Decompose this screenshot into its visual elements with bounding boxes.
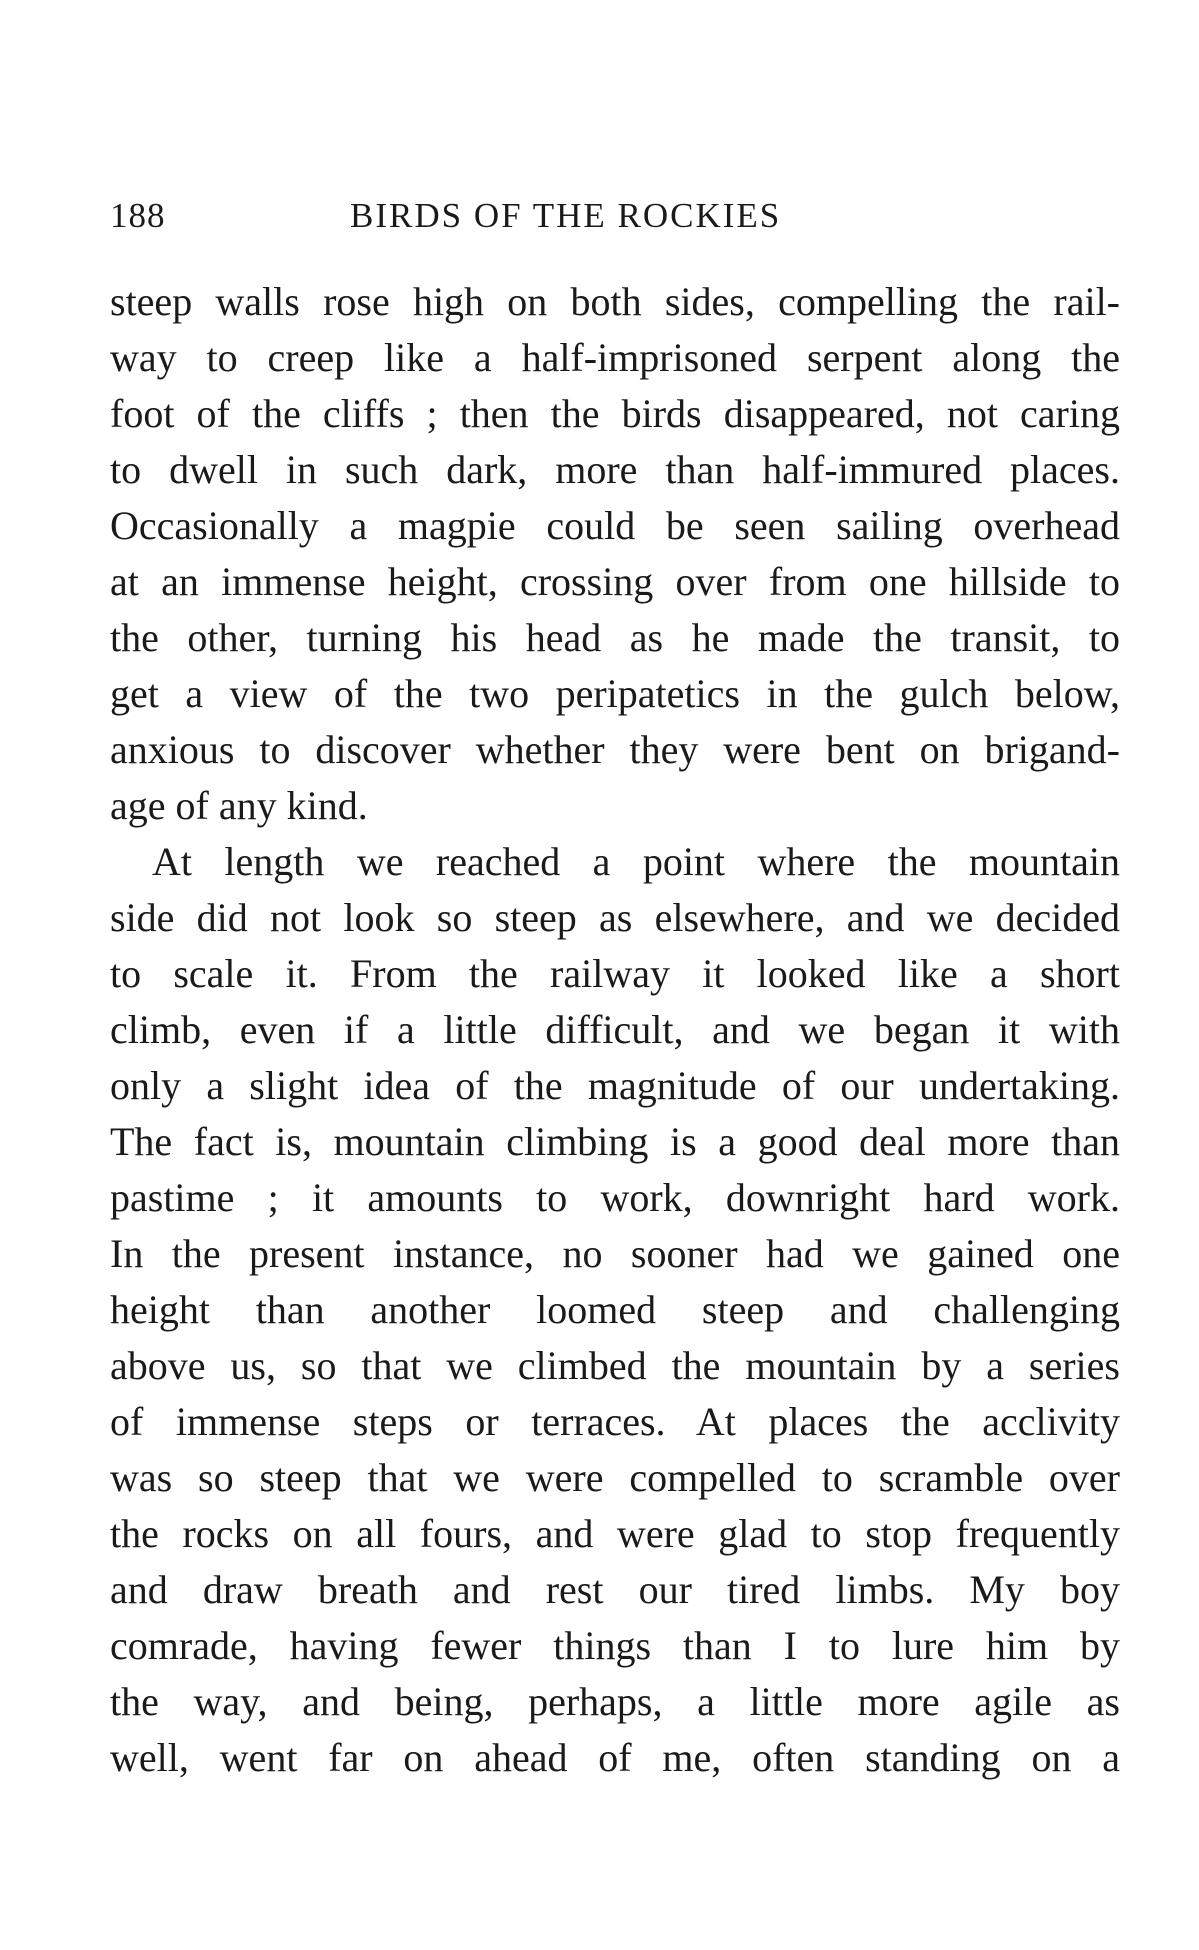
text-line: Occasionally a magpie could be seen sailing overhead [110,503,1120,548]
running-title: BIRDS OF THE ROCKIES [350,196,782,235]
paragraph-end-line: age of any kind. [110,783,368,828]
text-line: at an immense height, crossing over from one hillside to [110,559,1120,604]
text-line: foot of the cliffs ; then the birds disappeared, not caring [110,391,1120,436]
text-line: height than another loomed steep and challenging [110,1287,1120,1332]
page-number: 188 [110,196,166,235]
text-line: and draw breath and rest our tired limbs. My boy [110,1567,1120,1612]
text-line: well, went far on ahead of me, often standing on a [110,1735,1120,1780]
text-line: was so steep that we were compelled to scramble over [110,1455,1120,1500]
text-line: steep walls rose high on both sides, compelling the rail- [110,279,1120,324]
text-line: pastime ; it amounts to work, downright hard work. [110,1175,1120,1220]
running-head [110,196,1110,246]
text-line: climb, even if a little difficult, and we began it with [110,1007,1120,1052]
text-line: The fact is, mountain climbing is a good deal more than [110,1119,1120,1164]
text-line: only a slight idea of the magnitude of our undertaking. [110,1063,1120,1108]
text-line: way to creep like a half-imprisoned serpent along the [110,335,1120,380]
text-line: side did not look so steep as elsewhere, and we decided [110,895,1120,940]
text-line: anxious to discover whether they were bent on brigand- [110,727,1120,772]
paragraph-start-line: At length we reached a point where the mountain [152,839,1120,884]
body-text [110,274,1120,1786]
text-line: the rocks on all fours, and were glad to stop frequently [110,1511,1120,1556]
text-line: above us, so that we climbed the mountain by a series [110,1343,1120,1388]
text-line: comrade, having fewer things than I to lure him by [110,1623,1120,1668]
text-line: the way, and being, perhaps, a little more agile as [110,1679,1120,1724]
text-line: get a view of the two peripatetics in the gulch below, [110,671,1120,716]
text-line: In the present instance, no sooner had we gained one [110,1231,1120,1276]
text-line: of immense steps or terraces. At places the acclivity [110,1399,1120,1444]
text-line: to scale it. From the railway it looked like a short [110,951,1120,996]
text-line: to dwell in such dark, more than half-immured places. [110,447,1120,492]
text-line: the other, turning his head as he made the transit, to [110,615,1120,660]
